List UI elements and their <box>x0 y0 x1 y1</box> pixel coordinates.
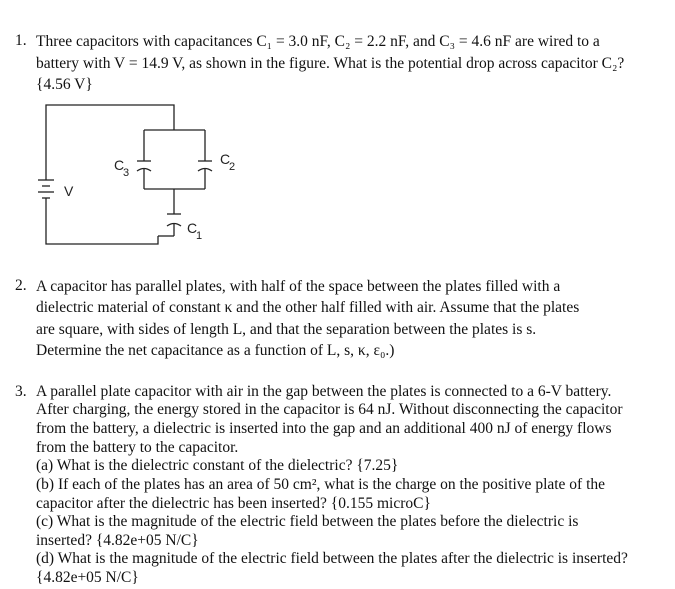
capacitor-c2 <box>198 150 212 189</box>
question-text-line: After charging, the energy stored in the capacitor is 64 nJ. Without disconnecting the capacitor <box>36 401 623 418</box>
question-text-line: from the battery to the capacitor. <box>36 439 239 456</box>
question-text-line: Three capacitors with capacitances C₁ = 3.0 nF, C₂ = 2.2 nF, and C₃ = 4.6 nF are wired to a <box>36 33 600 50</box>
question-part-c: (c) What is the magnitude of the electric field between the plates before the dielectric is <box>36 513 579 530</box>
question-part-b: (b) If each of the plates has an area of 50 cm², what is the charge on the positive plate of the <box>36 476 606 493</box>
question-text-line: battery with V = 14.9 V, as shown in the figure. What is the potential drop across capacitor C₂? <box>36 55 625 72</box>
answer-text: inserted? {4.82e+05 N/C} <box>36 532 199 549</box>
question-text-line: A capacitor has parallel plates, with half of the space between the plates filled with a <box>36 278 561 295</box>
question-part-a: (a) What is the dielectric constant of the dielectric? {7.25} <box>36 457 399 474</box>
label-c3: C <box>114 157 125 173</box>
capacitor-c1 <box>158 208 181 236</box>
question-text-line: A parallel plate capacitor with air in the gap between the plates is connected to a 6-V battery. <box>36 383 612 400</box>
label-c1-sub: 1 <box>196 230 203 242</box>
answer-text: capacitor after the dielectric has been inserted? {0.155 microC} <box>36 495 431 512</box>
wire-top <box>46 105 174 173</box>
label-c3-sub: 3 <box>123 167 130 179</box>
answer-text: {4.82e+05 N/C} <box>36 569 139 586</box>
question-part-d: (d) What is the magnitude of the electric field between the plates after the dielectric is inserted? <box>36 550 628 567</box>
label-c1: C <box>187 220 198 236</box>
question-text-line: from the battery, a dielectric is inserted into the gap and an additional 400 nJ of energy flows <box>36 420 612 437</box>
capacitor-c3 <box>137 150 151 189</box>
battery-symbol <box>38 173 54 213</box>
wire-bottom <box>46 213 158 244</box>
label-c2-sub: 2 <box>229 161 236 173</box>
question-text-line: dielectric material of constant κ and the other half filled with air. Assume that the plates <box>36 299 580 316</box>
label-v: V <box>64 183 74 199</box>
question-number: 2. <box>15 277 27 294</box>
question-text-line: Determine the net capacitance as a function of L, s, κ, ε₀.) <box>36 342 395 359</box>
question-number: 1. <box>15 32 27 49</box>
answer-text: {4.56 V} <box>36 76 93 93</box>
question-number: 3. <box>15 383 27 400</box>
question-text-line: are square, with sides of length L, and that the separation between the plates is s. <box>36 321 537 338</box>
label-c2: C <box>220 151 231 167</box>
